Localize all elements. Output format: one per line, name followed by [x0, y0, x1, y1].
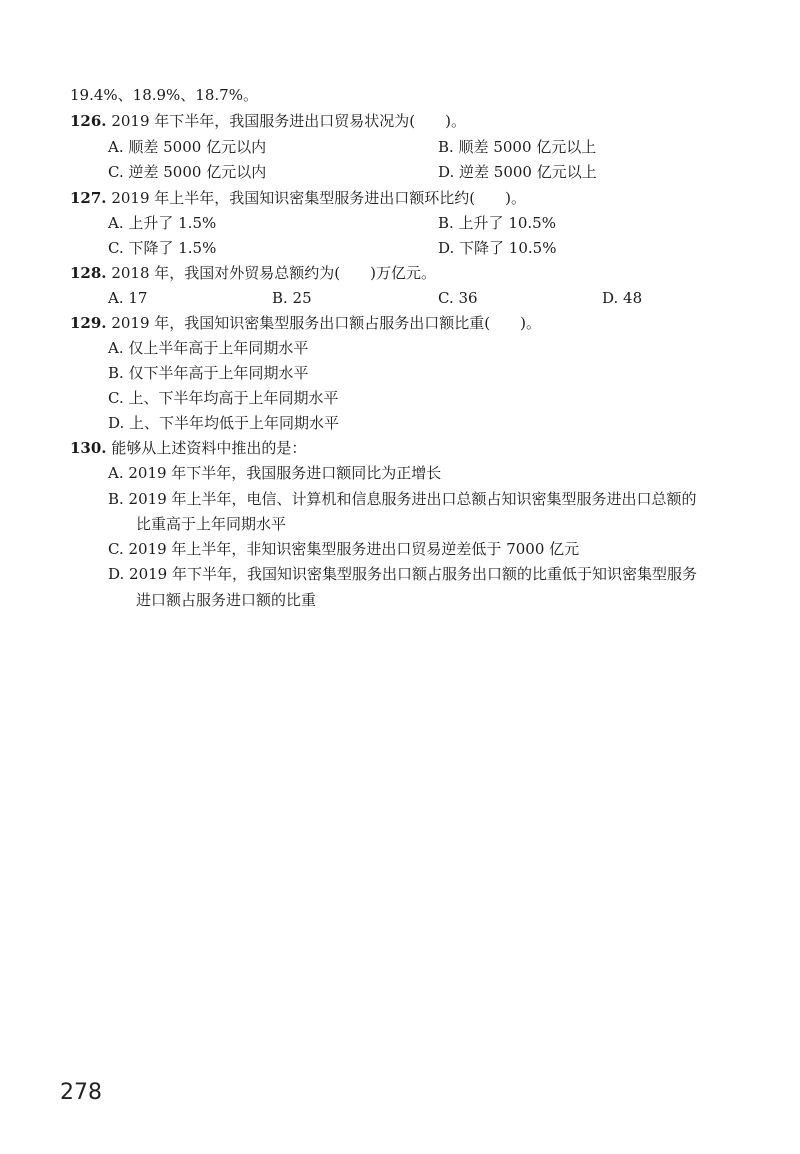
option-b: B. 顺差 5000 亿元以上 — [438, 138, 597, 156]
option-b: B. 上升了 10.5% — [438, 214, 556, 232]
option-c: C. 2019 年上半年，非知识密集型服务进出口贸易逆差低于 7000 亿元 — [108, 540, 580, 558]
option-c: C. 下降了 1.5% — [108, 239, 217, 257]
question-126 — [70, 110, 466, 132]
question-number: 129. — [70, 314, 107, 332]
question-number: 128. — [70, 264, 107, 282]
option-a: A. 仅上半年高于上年同期水平 — [108, 339, 309, 357]
option-a: A. 上升了 1.5% — [108, 214, 217, 232]
option-d: D. 48 — [602, 289, 643, 307]
option-b: B. 仅下半年高于上年同期水平 — [108, 364, 309, 382]
question-stem: 2018 年，我国对外贸易总额约为( )万亿元。 — [111, 264, 436, 282]
option-d: D. 逆差 5000 亿元以上 — [438, 163, 597, 181]
question-stem: 2019 年上半年，我国知识密集型服务进出口额环比约( )。 — [111, 189, 526, 207]
option-b: B. 25 — [272, 289, 312, 307]
option-d-continuation: 进口额占服务进口额的比重 — [136, 591, 317, 609]
question-128 — [70, 262, 436, 284]
option-a: A. 2019 年下半年，我国服务进口额同比为正增长 — [108, 464, 442, 482]
option-d: D. 2019 年下半年，我国知识密集型服务出口额占服务出口额的比重低于知识密集型服务 — [108, 565, 697, 583]
option-a: A. 顺差 5000 亿元以内 — [108, 138, 267, 156]
question-130 — [70, 437, 306, 459]
option-c: C. 逆差 5000 亿元以内 — [108, 163, 267, 181]
option-c: C. 上、下半年均高于上年同期水平 — [108, 389, 339, 407]
option-d: D. 下降了 10.5% — [438, 239, 557, 257]
option-c: C. 36 — [438, 289, 478, 307]
question-number: 127. — [70, 189, 107, 207]
option-d: D. 上、下半年均低于上年同期水平 — [108, 414, 340, 432]
question-129 — [70, 312, 541, 334]
question-127 — [70, 187, 526, 209]
question-stem: 能够从上述资料中推出的是： — [111, 439, 307, 457]
question-number: 126. — [70, 112, 107, 130]
question-stem: 2019 年下半年，我国服务进出口贸易状况为( )。 — [111, 112, 466, 130]
question-number: 130. — [70, 439, 107, 457]
option-b: B. 2019 年上半年，电信、计算机和信息服务进出口总额占知识密集型服务进出口总额的 — [108, 490, 697, 508]
page-number: 278 — [60, 1080, 102, 1105]
option-a: A. 17 — [108, 289, 148, 307]
intro-line: 19.4%、18.9%、18.7%。 — [70, 86, 258, 104]
option-b-continuation: 比重高于上年同期水平 — [136, 515, 287, 533]
question-stem: 2019 年，我国知识密集型服务出口额占服务出口额比重( )。 — [111, 314, 541, 332]
